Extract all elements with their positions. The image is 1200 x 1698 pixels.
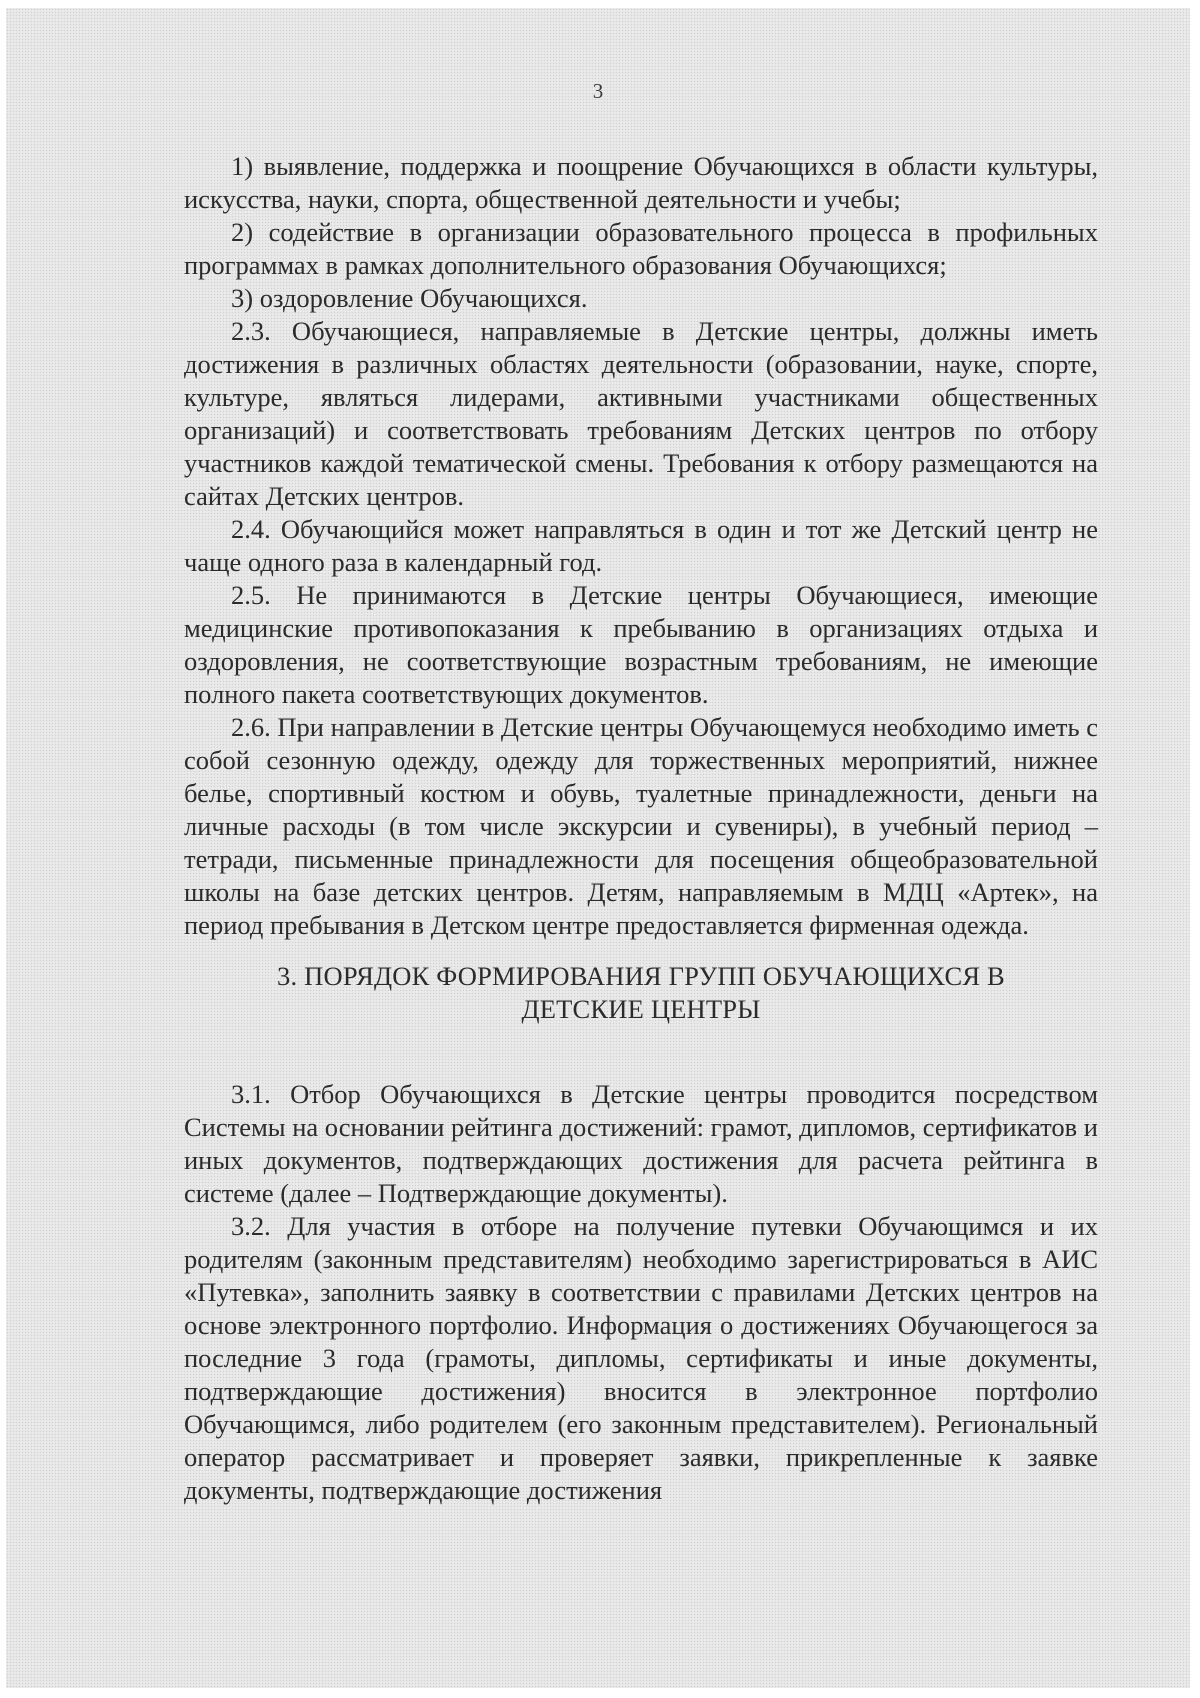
paragraph-2-5: 2.5. Не принимаются в Детские центры Обучающиеся, имеющие медицинские противопоказания к пребыванию в организациях отдыха и оздоровления, не соответствующие возрастным требованиям, не имеющие полного пакета соответствующих документов.: [184, 580, 1098, 709]
page-number: 3: [592, 79, 604, 103]
paragraph-3-1: 3.1. Отбор Обучающихся в Детские центры проводится посредством Системы на основании рейтинга достижений: грамот, дипломов, сертификатов и иных документов, подтверждающих достижения для расчета рейтинга в системе (далее – Подтверждающие документы).: [184, 1079, 1098, 1208]
paragraph-2-6: 2.6. При направлении в Детские центры Обучающемуся необходимо иметь с собой сезонную одежду, одежду для торжественных мероприятий, нижнее белье, спортивный костюм и обувь, туалетные принадлежности, деньги на личные расходы (в том числе экскурсии и сувениры), в учебный период – тетради, письменные принадлежности для посещения общеобразовательной школы на базе детских центров. Детям, направляемым в МДЦ «Артек», на период пребывания в Детском центре предоставляется фирменная одежда.: [184, 712, 1098, 940]
paragraph-2-4: 2.4. Обучающийся может направляться в один и тот же Детский центр не чаще одного раза в календарный год.: [184, 514, 1098, 577]
document-page: [6, 8, 1190, 1688]
paragraph-item-2: 2) содействие в организации образовательного процесса в профильных программах в рамках дополнительного образования Обучающихся;: [184, 217, 1098, 280]
paragraph-3-2: 3.2. Для участия в отборе на получение путевки Обучающимся и их родителям (законным представителям) необходимо зарегистрироваться в АИС «Путевка», заполнить заявку в соответствии с правилами Детских центров на основе электронного портфолио. Информация о достижениях Обучающегося за последние 3 года (грамоты, дипломы, сертификаты и иные документы, подтверждающие достижения) вносится в электронное портфолио Обучающимся, либо родителем (его законным представителем). Региональный оператор рассматривает и проверяет заявки, прикрепленные к заявке документы, подтверждающие достижения: [184, 1211, 1098, 1505]
paragraph-item-3: 3) оздоровление Обучающихся.: [231, 283, 588, 313]
paragraph-2-3: 2.3. Обучающиеся, направляемые в Детские центры, должны иметь достижения в различных областях деятельности (образовании, науке, спорте, культуре, являться лидерами, активными участниками общественных организаций) и соответствовать требованиям Детских центров по отбору участников каждой тематической смены. Требования к отбору размещаются на сайтах Детских центров.: [184, 316, 1098, 511]
document-body: [184, 150, 1098, 1507]
paragraph-item-1: 1) выявление, поддержка и поощрение Обучающихся в области культуры, искусства, науки, спорта, общественной деятельности и учебы;: [184, 151, 1098, 214]
section-heading-line-1: 3. ПОРЯДОК ФОРМИРОВАНИЯ ГРУПП ОБУЧАЮЩИХСЯ В: [277, 961, 1005, 991]
section-heading-line-2: ДЕТСКИЕ ЦЕНТРЫ: [521, 994, 761, 1024]
